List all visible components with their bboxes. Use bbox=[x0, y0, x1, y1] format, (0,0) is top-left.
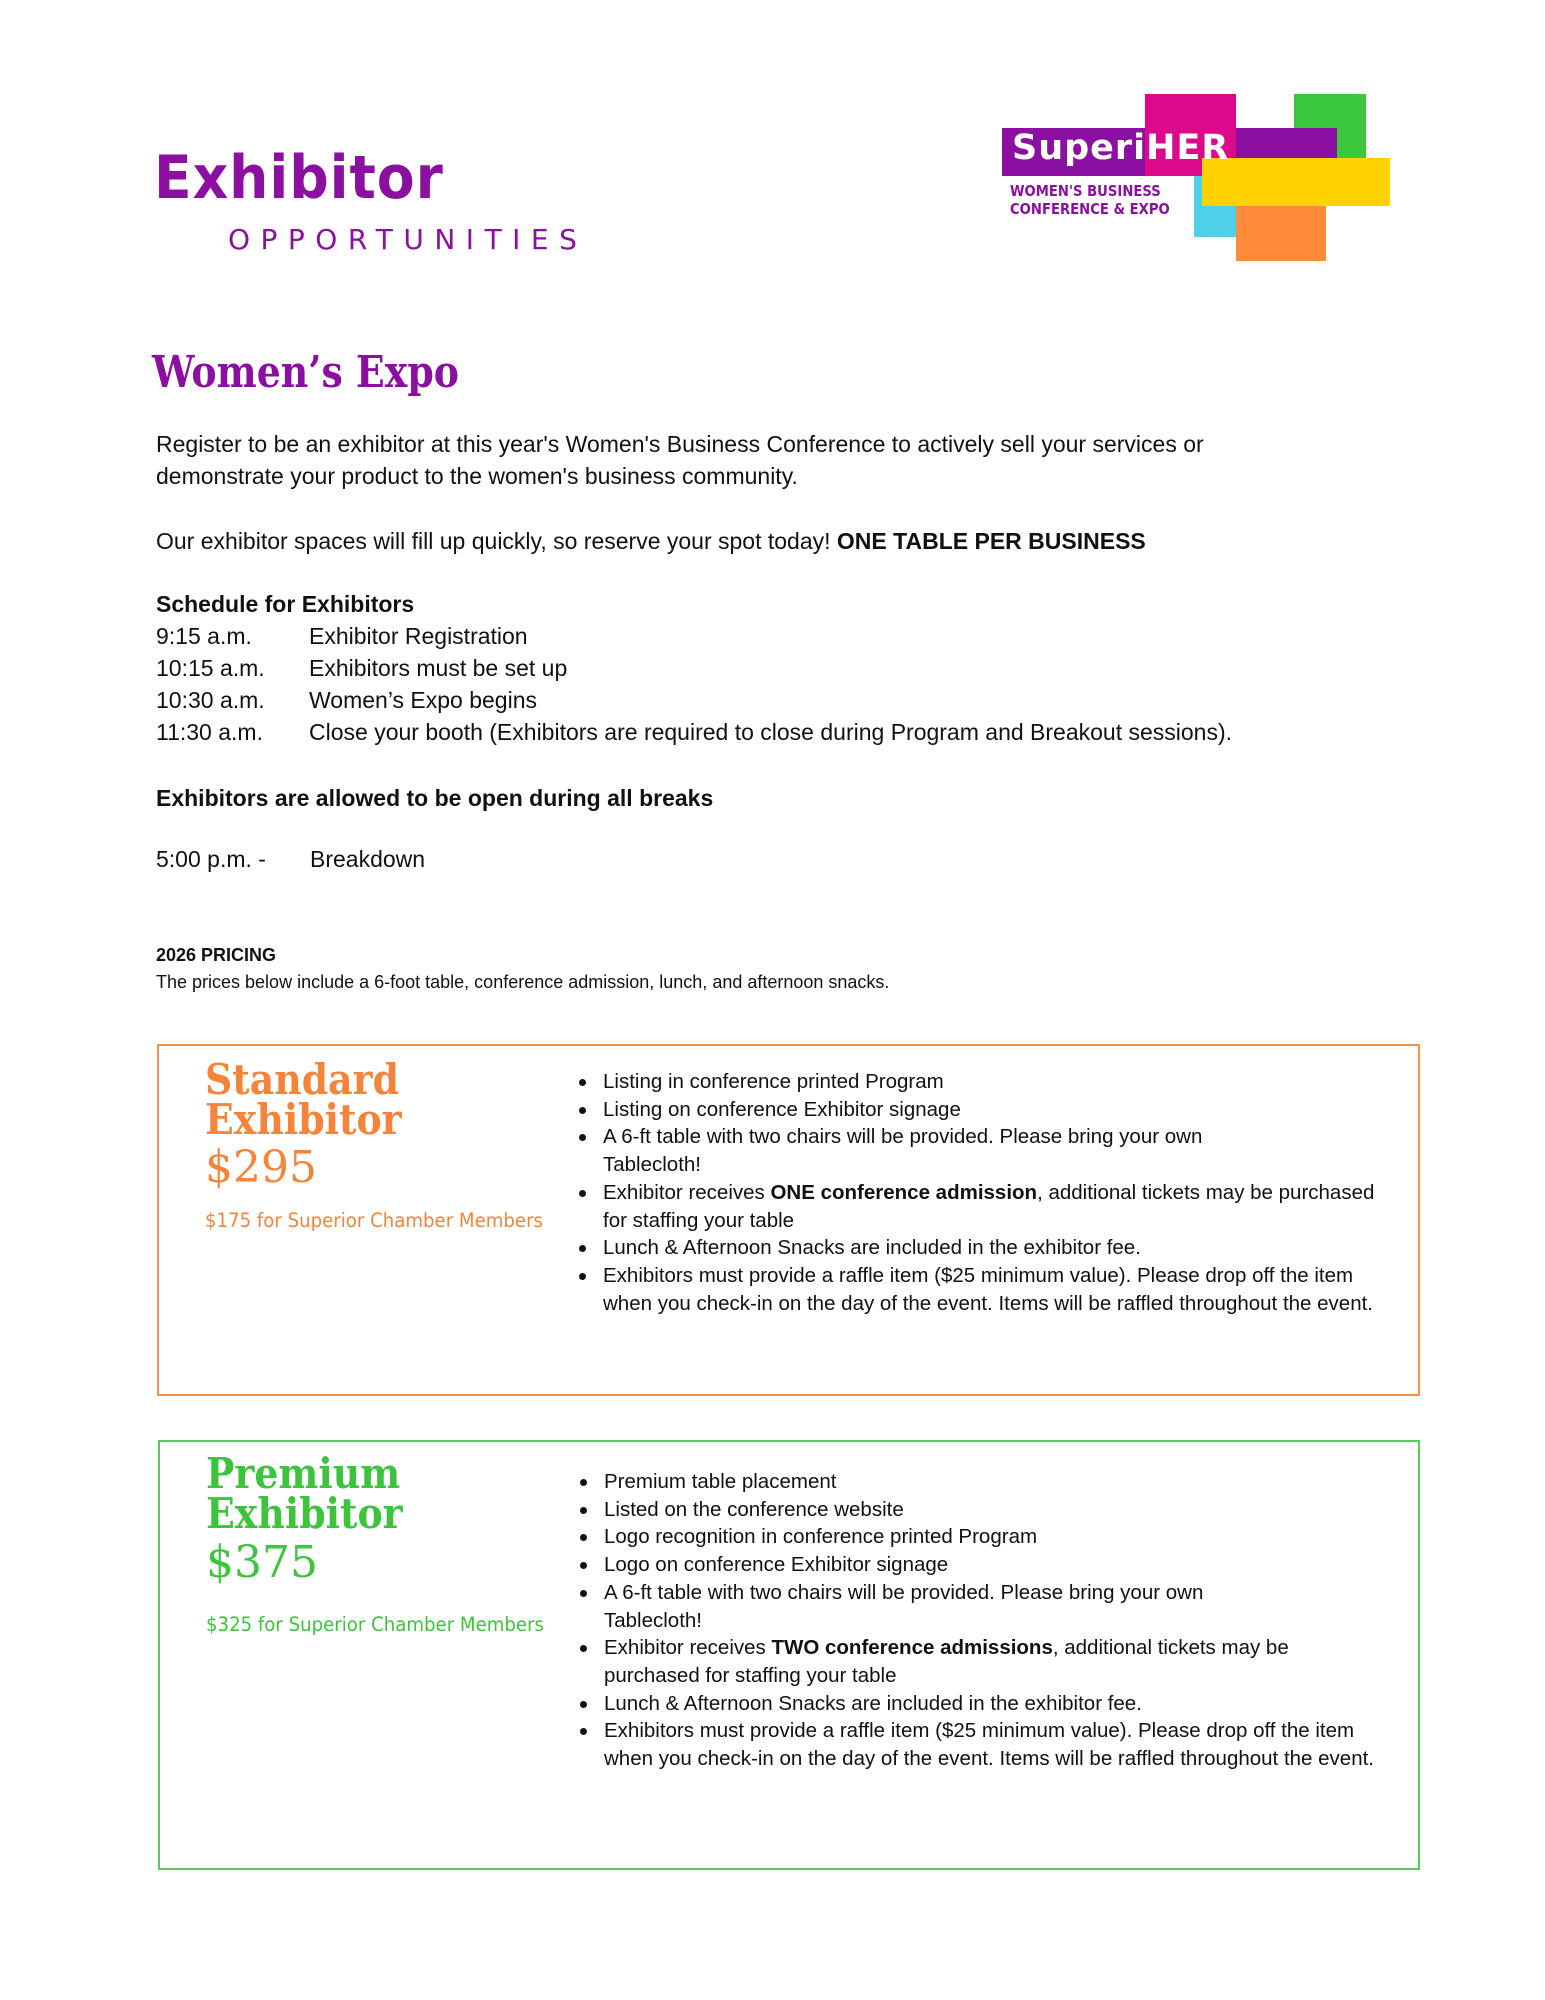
tier-member-price: $175 for Superior Chamber Members bbox=[205, 1209, 543, 1232]
feature-item bbox=[578, 1496, 1378, 1524]
tier-name-line2: Exhibitor bbox=[205, 1095, 402, 1144]
feature-item bbox=[578, 1551, 1378, 1579]
page-title: Exhibitor bbox=[154, 143, 444, 213]
bullet-icon bbox=[579, 1245, 586, 1252]
breakdown-row bbox=[156, 843, 556, 875]
logo-block-yellow bbox=[1202, 158, 1390, 206]
feature-item bbox=[578, 1523, 1378, 1551]
feature-item bbox=[578, 1690, 1378, 1718]
schedule-time: 10:15 a.m. bbox=[156, 655, 265, 681]
schedule-description: Exhibitor Registration bbox=[309, 623, 528, 649]
breakdown-description: Breakdown bbox=[310, 846, 426, 872]
logo-wordmark: SuperiHER bbox=[1012, 128, 1230, 168]
superiher-logo bbox=[1002, 94, 1390, 261]
intro-paragraph bbox=[156, 428, 1204, 492]
feature-text: Listing on conference Exhibitor signage bbox=[603, 1097, 961, 1121]
bullet-icon bbox=[580, 1728, 587, 1735]
breaks-note: Exhibitors are allowed to be open during all breaks bbox=[156, 785, 714, 811]
logo-tagline bbox=[1010, 182, 1170, 218]
feature-text: Exhibitors must provide a raffle item ($25 minimum value). Please drop off the item when you check-in on the day of the event. Items will be raffled throughout the event. bbox=[604, 1719, 1374, 1771]
logo-tagline-line1: WOMEN'S BUSINESS bbox=[1010, 182, 1161, 200]
feature-text: Exhibitors must provide a raffle item ($25 minimum value). Please drop off the item when you check-in on the day of the event. Items will be raffled throughout the event. bbox=[603, 1263, 1373, 1315]
bullet-icon bbox=[580, 1590, 587, 1597]
feature-text: A 6-ft table with two chairs will be provided. Please bring your own Tablecloth! bbox=[604, 1580, 1204, 1632]
tier-price: $375 bbox=[206, 1537, 318, 1588]
logo-tagline-line2: CONFERENCE & EXPO bbox=[1010, 200, 1170, 218]
feature-item bbox=[578, 1634, 1378, 1689]
intro-line-2: demonstrate your product to the women's business community. bbox=[156, 463, 798, 489]
schedule-description: Exhibitors must be set up bbox=[309, 655, 568, 681]
feature-item bbox=[577, 1179, 1377, 1234]
schedule-description: Women’s Expo begins bbox=[309, 687, 538, 713]
feature-text: Listed on the conference website bbox=[604, 1497, 904, 1521]
breakdown-time: 5:00 p.m. - bbox=[156, 846, 266, 872]
section-heading: Women’s Expo bbox=[152, 347, 460, 398]
schedule-time: 10:30 a.m. bbox=[156, 687, 265, 713]
schedule-heading: Schedule for Exhibitors bbox=[156, 591, 415, 617]
feature-text: A 6-ft table with two chairs will be provided. Please bring your own Tablecloth! bbox=[603, 1125, 1203, 1177]
tier-features bbox=[577, 1068, 1377, 1317]
pricing-subtitle: The prices below include a 6-foot table, conference admission, lunch, and afternoon snacks. bbox=[156, 972, 890, 992]
bullet-icon bbox=[579, 1134, 586, 1141]
bullet-icon bbox=[579, 1079, 586, 1086]
feature-text: Lunch & Afternoon Snacks are included in the exhibitor fee. bbox=[604, 1691, 1142, 1715]
intro-line-1: Register to be an exhibitor at this year's Women's Business Conference to actively sell your services or bbox=[156, 431, 1204, 457]
feature-bold-text: ONE conference admission bbox=[770, 1180, 1038, 1204]
reserve-paragraph bbox=[156, 525, 1146, 557]
tier-name bbox=[206, 1449, 403, 1538]
logo-block-orange bbox=[1236, 206, 1326, 261]
feature-bold-text: TWO conference admissions bbox=[771, 1636, 1053, 1660]
feature-text: Exhibitor receives bbox=[604, 1636, 772, 1660]
bullet-icon bbox=[580, 1645, 587, 1652]
feature-text: Lunch & Afternoon Snacks are included in the exhibitor fee. bbox=[603, 1236, 1141, 1260]
tier-card-standard bbox=[157, 1044, 1420, 1396]
page-subtitle: OPPORTUNITIES bbox=[228, 223, 588, 256]
tier-name-line2: Exhibitor bbox=[206, 1489, 403, 1538]
schedule-time: 9:15 a.m. bbox=[156, 623, 252, 649]
feature-item bbox=[578, 1579, 1304, 1634]
bullet-icon bbox=[579, 1273, 586, 1280]
schedule-time: 11:30 a.m. bbox=[156, 719, 263, 745]
bullet-icon bbox=[580, 1562, 587, 1569]
bullet-icon bbox=[580, 1701, 587, 1708]
feature-text: Premium table placement bbox=[604, 1470, 837, 1493]
pricing-heading: 2026 PRICING bbox=[156, 945, 277, 965]
feature-text: , additional tickets may be purchased for staffing your table bbox=[603, 1180, 1375, 1232]
feature-text: Listing in conference printed Program bbox=[603, 1070, 944, 1093]
reserve-bold-text: ONE TABLE PER BUSINESS bbox=[836, 528, 1146, 554]
bullet-icon bbox=[579, 1107, 586, 1114]
feature-text: Exhibitor receives bbox=[603, 1180, 771, 1204]
reserve-text: Our exhibitor spaces will fill up quickly, so reserve your spot today! bbox=[156, 528, 837, 554]
logo-block-purple-right bbox=[1236, 128, 1337, 158]
tier-name bbox=[205, 1055, 402, 1144]
tier-name-line1: Premium bbox=[206, 1449, 401, 1498]
feature-text: Logo on conference Exhibitor signage bbox=[604, 1553, 949, 1577]
feature-item bbox=[577, 1096, 1377, 1124]
feature-item bbox=[577, 1234, 1377, 1262]
feature-item bbox=[578, 1717, 1378, 1772]
bullet-icon bbox=[580, 1534, 587, 1541]
feature-item bbox=[577, 1068, 1377, 1096]
tier-features bbox=[578, 1468, 1378, 1773]
tier-price: $295 bbox=[205, 1142, 317, 1193]
tier-name-line1: Standard bbox=[205, 1055, 400, 1104]
tier-member-price: $325 for Superior Chamber Members bbox=[206, 1613, 544, 1636]
bullet-icon bbox=[580, 1479, 587, 1486]
feature-text: Logo recognition in conference printed Program bbox=[604, 1525, 1038, 1549]
bullet-icon bbox=[579, 1190, 586, 1197]
feature-item bbox=[578, 1468, 1378, 1496]
schedule-description: Close your booth (Exhibitors are required to close during Program and Breakout sessions). bbox=[309, 719, 1233, 745]
feature-item bbox=[577, 1123, 1303, 1178]
feature-item bbox=[577, 1262, 1377, 1317]
feature-text: , additional tickets may be purchased for staffing your table bbox=[604, 1636, 1289, 1687]
bullet-icon bbox=[580, 1507, 587, 1514]
tier-card-premium bbox=[158, 1440, 1420, 1870]
